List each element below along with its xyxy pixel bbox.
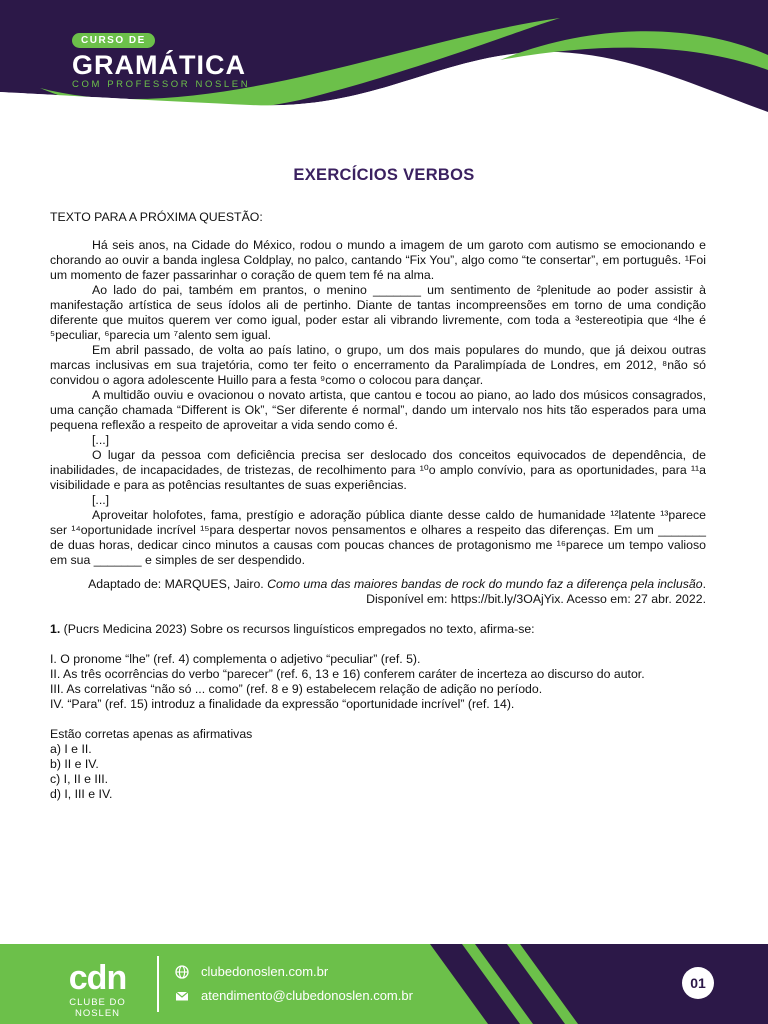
text-paragraph: O lugar da pessoa com deficiência precisa ser deslocado dos conceitos equivocados de dependência, de inabilidades, de incapacidades, de tristezas, de recolhimento para ¹⁰o amplo convívio, para as oportunidades, para ¹¹a visibilidade e para as potências resultantes de suas experiências. bbox=[50, 448, 706, 492]
source-prefix: Adaptado de: MARQUES, Jairo. bbox=[88, 577, 268, 591]
email-link[interactable]: atendimento@clubedonoslen.com.br bbox=[201, 988, 413, 1003]
globe-icon bbox=[175, 965, 189, 979]
course-pill: CURSO DE bbox=[72, 33, 155, 48]
text-paragraph: Ao lado do pai, também em prantos, o menino _______ um sentimento de ²plenitude ao poder assistir à manifestação artística de seus ídolos ali de pertinho. Diante de tantas incompreensões em torno de uma condição diferente que muitos querem ver como igual, poder estar ali vibrando livremente, com toda a ³estereotipia que ⁴lhe é ⁵peculiar, ⁶parecia um ⁷alento sem igual. bbox=[50, 283, 706, 342]
logo-mark: cdn bbox=[68, 959, 127, 997]
source-work: Como uma das maiores bandas de rock do mundo faz a diferença pela inclusão bbox=[267, 577, 703, 591]
page-title: EXERCÍCIOS VERBOS bbox=[293, 166, 475, 184]
footer-divider bbox=[157, 956, 159, 1012]
source-url: Disponível em: https://bit.ly/3OAjYix. Acesso em: 27 abr. 2022. bbox=[366, 592, 706, 606]
question-prompt: Estão corretas apenas as afirmativas bbox=[50, 727, 253, 741]
statement-item: III. As correlativas “não só ... como” (ref. 8 e 9) estabelecem relação de adição no período. bbox=[50, 682, 543, 696]
answer-option: a) I e II. bbox=[50, 742, 92, 756]
header-banner bbox=[0, 0, 768, 140]
intro-label: TEXTO PARA A PRÓXIMA QUESTÃO: bbox=[50, 210, 263, 224]
source-citation bbox=[50, 577, 706, 607]
question-text: (Pucrs Medicina 2023) Sobre os recursos linguísticos empregados no texto, afirma-se: bbox=[60, 622, 535, 636]
question-header bbox=[50, 622, 706, 637]
course-title: GRAMÁTICA bbox=[72, 50, 246, 80]
footer-bar bbox=[0, 944, 768, 1024]
club-logo bbox=[50, 960, 145, 1019]
statement-item: IV. “Para” (ref. 15) introduz a finalidade da expressão “oportunidade incrível” (ref. 14). bbox=[50, 697, 515, 711]
statement-item: I. O pronome “lhe” (ref. 4) complementa o adjetivo “peculiar” (ref. 5). bbox=[50, 652, 421, 666]
course-subtitle: COM PROFESSOR NOSLEN bbox=[72, 79, 251, 90]
text-paragraph: Em abril passado, de volta ao país latino, o grupo, um dos mais populares do mundo, que já deixou outras marcas inclusivas em sua trajetória, como ter feito o encerramento da Paralimpíada de Londres, em 2012, ⁸não só convidou o agora adolescente Huillo para a festa ⁹como o colocou para dançar. bbox=[50, 343, 706, 387]
page-number-badge: 01 bbox=[682, 967, 714, 999]
document-body bbox=[50, 210, 706, 802]
statement-item: II. As três ocorrências do verbo “parecer” (ref. 6, 13 e 16) conferem caráter de incerteza ao discurso do autor. bbox=[50, 667, 645, 681]
question-number: 1. bbox=[50, 622, 61, 636]
answer-option: d) I, III e IV. bbox=[50, 787, 113, 801]
text-paragraph: A multidão ouviu e ovacionou o novato artista, que cantou e tocou ao piano, ao lado dos músicos consagrados, uma canção chamada “Different is Ok”, “Ser diferente é normal”, dando um intervalo nos hits tão esperados para uma pequena reflexão a respeito de aproveitar a vida sendo como é. bbox=[50, 388, 706, 432]
ellipsis-marker: [...] bbox=[92, 433, 110, 447]
source-suffix: . bbox=[702, 577, 706, 591]
website-contact[interactable] bbox=[175, 964, 328, 979]
ellipsis-marker: [...] bbox=[92, 493, 110, 507]
logo-text: CLUBE DO NOSLEN bbox=[69, 997, 126, 1019]
email-contact[interactable] bbox=[175, 988, 413, 1003]
website-link[interactable]: clubedonoslen.com.br bbox=[201, 964, 329, 979]
text-paragraph: Aproveitar holofotes, fama, prestígio e adoração pública diante desse caldo de humanidade ¹²latente ¹³parece ser ¹⁴oportunidade incrível ¹⁵para despertar novos pensamentos e olhares a respeito das diferenças. Em um _______ de duas horas, dedicar cinco minutos a causas com poucas chances de protagonismo me ¹⁶parece um tempo valioso em sua _______ e simples de ser despendido. bbox=[50, 508, 706, 567]
course-brand bbox=[72, 30, 250, 90]
mail-icon bbox=[175, 989, 189, 1003]
text-paragraph: Há seis anos, na Cidade do México, rodou o mundo a imagem de um garoto com autismo se emocionando e chorando ao ouvir a banda inglesa Coldplay, no palco, cantando “Fix You”, algo como “te consertar”, em português. ¹Foi um momento de fazer passarinhar o coração de quem tem fé na alma. bbox=[50, 238, 706, 282]
answer-option: c) I, II e III. bbox=[50, 772, 109, 786]
answer-option: b) II e IV. bbox=[50, 757, 99, 771]
